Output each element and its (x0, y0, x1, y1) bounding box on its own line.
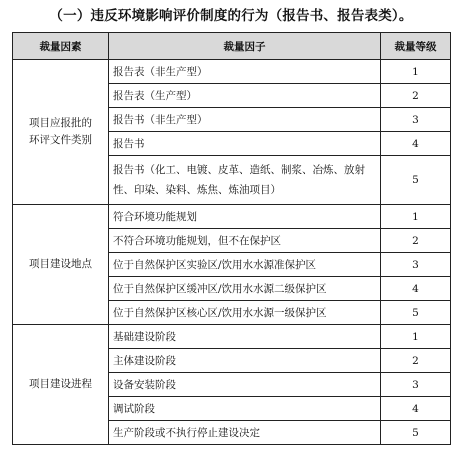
header-level: 裁量等级 (381, 33, 451, 60)
factor-cell-progress: 项目建设进程 (13, 325, 109, 445)
item-cell: 报告书（化工、电镀、皮革、造纸、制浆、冶炼、放射性、印染、染料、炼焦、炼油项目） (109, 156, 381, 205)
item-cell: 主体建设阶段 (109, 349, 381, 373)
level-cell: 1 (381, 325, 451, 349)
item-cell: 报告书（非生产型） (109, 108, 381, 132)
level-cell: 4 (381, 397, 451, 421)
factor-label-line1: 项目应报批的 (29, 117, 92, 129)
factor-cell-doc-category (13, 60, 109, 205)
level-cell: 1 (381, 205, 451, 229)
table-row (13, 325, 451, 349)
item-cell: 调试阶段 (109, 397, 381, 421)
item-cell: 设备安装阶段 (109, 373, 381, 397)
item-cell: 报告表（生产型） (109, 84, 381, 108)
header-item: 裁量因子 (109, 33, 381, 60)
level-cell: 2 (381, 229, 451, 253)
item-cell: 不符合环境功能规划，但不在保护区 (109, 229, 381, 253)
level-cell: 4 (381, 132, 451, 156)
level-cell: 5 (381, 156, 451, 205)
table-row (13, 60, 451, 84)
level-cell: 3 (381, 108, 451, 132)
level-cell: 2 (381, 84, 451, 108)
item-cell: 位于自然保护区缓冲区/饮用水水源二级保护区 (109, 277, 381, 301)
level-cell: 2 (381, 349, 451, 373)
factor-cell-location: 项目建设地点 (13, 205, 109, 325)
level-cell: 1 (381, 60, 451, 84)
header-factor: 裁量因素 (13, 33, 109, 60)
factor-label-line2: 环评文件类别 (29, 134, 92, 146)
item-cell: 位于自然保护区核心区/饮用水水源一级保护区 (109, 301, 381, 325)
item-cell: 报告表（非生产型） (109, 60, 381, 84)
table-header-row (13, 33, 451, 60)
level-cell: 5 (381, 301, 451, 325)
document-title: （一）违反环境影响评价制度的行为（报告书、报告表类）。 (49, 8, 413, 24)
level-cell: 5 (381, 421, 451, 445)
level-cell: 3 (381, 253, 451, 277)
level-cell: 4 (381, 277, 451, 301)
table-row (13, 205, 451, 229)
item-cell: 报告书 (109, 132, 381, 156)
level-cell: 3 (381, 373, 451, 397)
item-cell: 生产阶段或不执行停止建设决定 (109, 421, 381, 445)
discretion-table (12, 32, 451, 445)
item-cell: 符合环境功能规划 (109, 205, 381, 229)
item-cell: 位于自然保护区实验区/饮用水水源准保护区 (109, 253, 381, 277)
item-cell: 基础建设阶段 (109, 325, 381, 349)
